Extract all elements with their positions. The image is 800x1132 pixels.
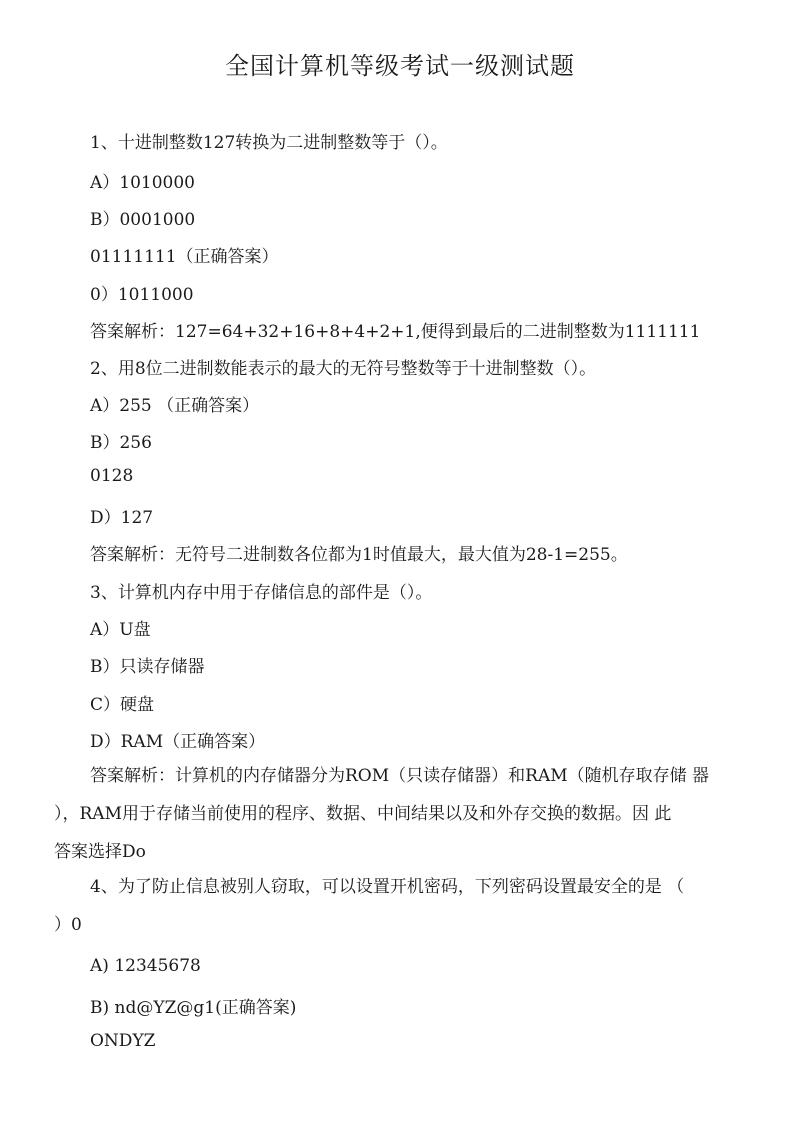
q2-option-d: D）127: [90, 508, 154, 528]
page-title: 全国计算机等级考试一级测试题: [225, 52, 575, 80]
q1-explanation: 答案解析：127=64+32+16+8+4+2+1,便得到最后的二进制整数为1111111: [90, 322, 701, 342]
q3-option-d: D）RAM（正确答案）: [90, 732, 266, 752]
question-4-line-2: ）0: [54, 915, 82, 935]
question-4-line-1: 4、为了防止信息被别人窃取，可以设置开机密码，下列密码设置最安全的是 （: [90, 877, 685, 897]
q4-option-b: B) nd@YZ@g1(正确答案): [90, 998, 297, 1018]
question-4: [54, 868, 754, 944]
q1-option-d: 0）1011000: [90, 285, 194, 305]
q2-explanation: 答案解析：无符号二进制数各位都为1时值最大，最大值为28-1=255。: [90, 545, 628, 565]
q3-option-a: A）U盘: [90, 620, 151, 640]
q1-option-c: 01111111（正确答案）: [90, 247, 279, 267]
q3-explanation-line-3: 答案选择Do: [54, 842, 146, 862]
q2-option-a: A）255 （正确答案）: [90, 396, 260, 416]
q4-option-a: A) 12345678: [90, 956, 201, 976]
question-1: 1、十进制整数127转换为二进制整数等于（）。: [90, 133, 448, 153]
q1-option-a: A）1010000: [90, 173, 195, 193]
q3-option-b: B）只读存储器: [90, 657, 205, 677]
question-3: 3、计算机内存中用于存储信息的部件是（）。: [90, 583, 433, 603]
q2-option-b: B）256: [90, 433, 152, 453]
q1-option-b: B）0001000: [90, 210, 196, 230]
q3-option-c: C）硬盘: [90, 695, 155, 715]
q3-explanation: [54, 757, 754, 871]
q3-explanation-line-2: ），RAM用于存储当前使用的程序、数据、中间结果以及和外存交换的数据。因 此: [54, 804, 672, 824]
q3-explanation-line-1: 答案解析：计算机的内存储器分为ROM（只读存储器）和RAM（随机存取存储 器: [90, 766, 710, 786]
q4-option-c: ONDYZ: [90, 1031, 156, 1051]
question-2: 2、用8位二进制数能表示的最大的无符号整数等于十进制整数（）。: [90, 359, 597, 379]
q2-option-c: 0128: [90, 466, 134, 486]
